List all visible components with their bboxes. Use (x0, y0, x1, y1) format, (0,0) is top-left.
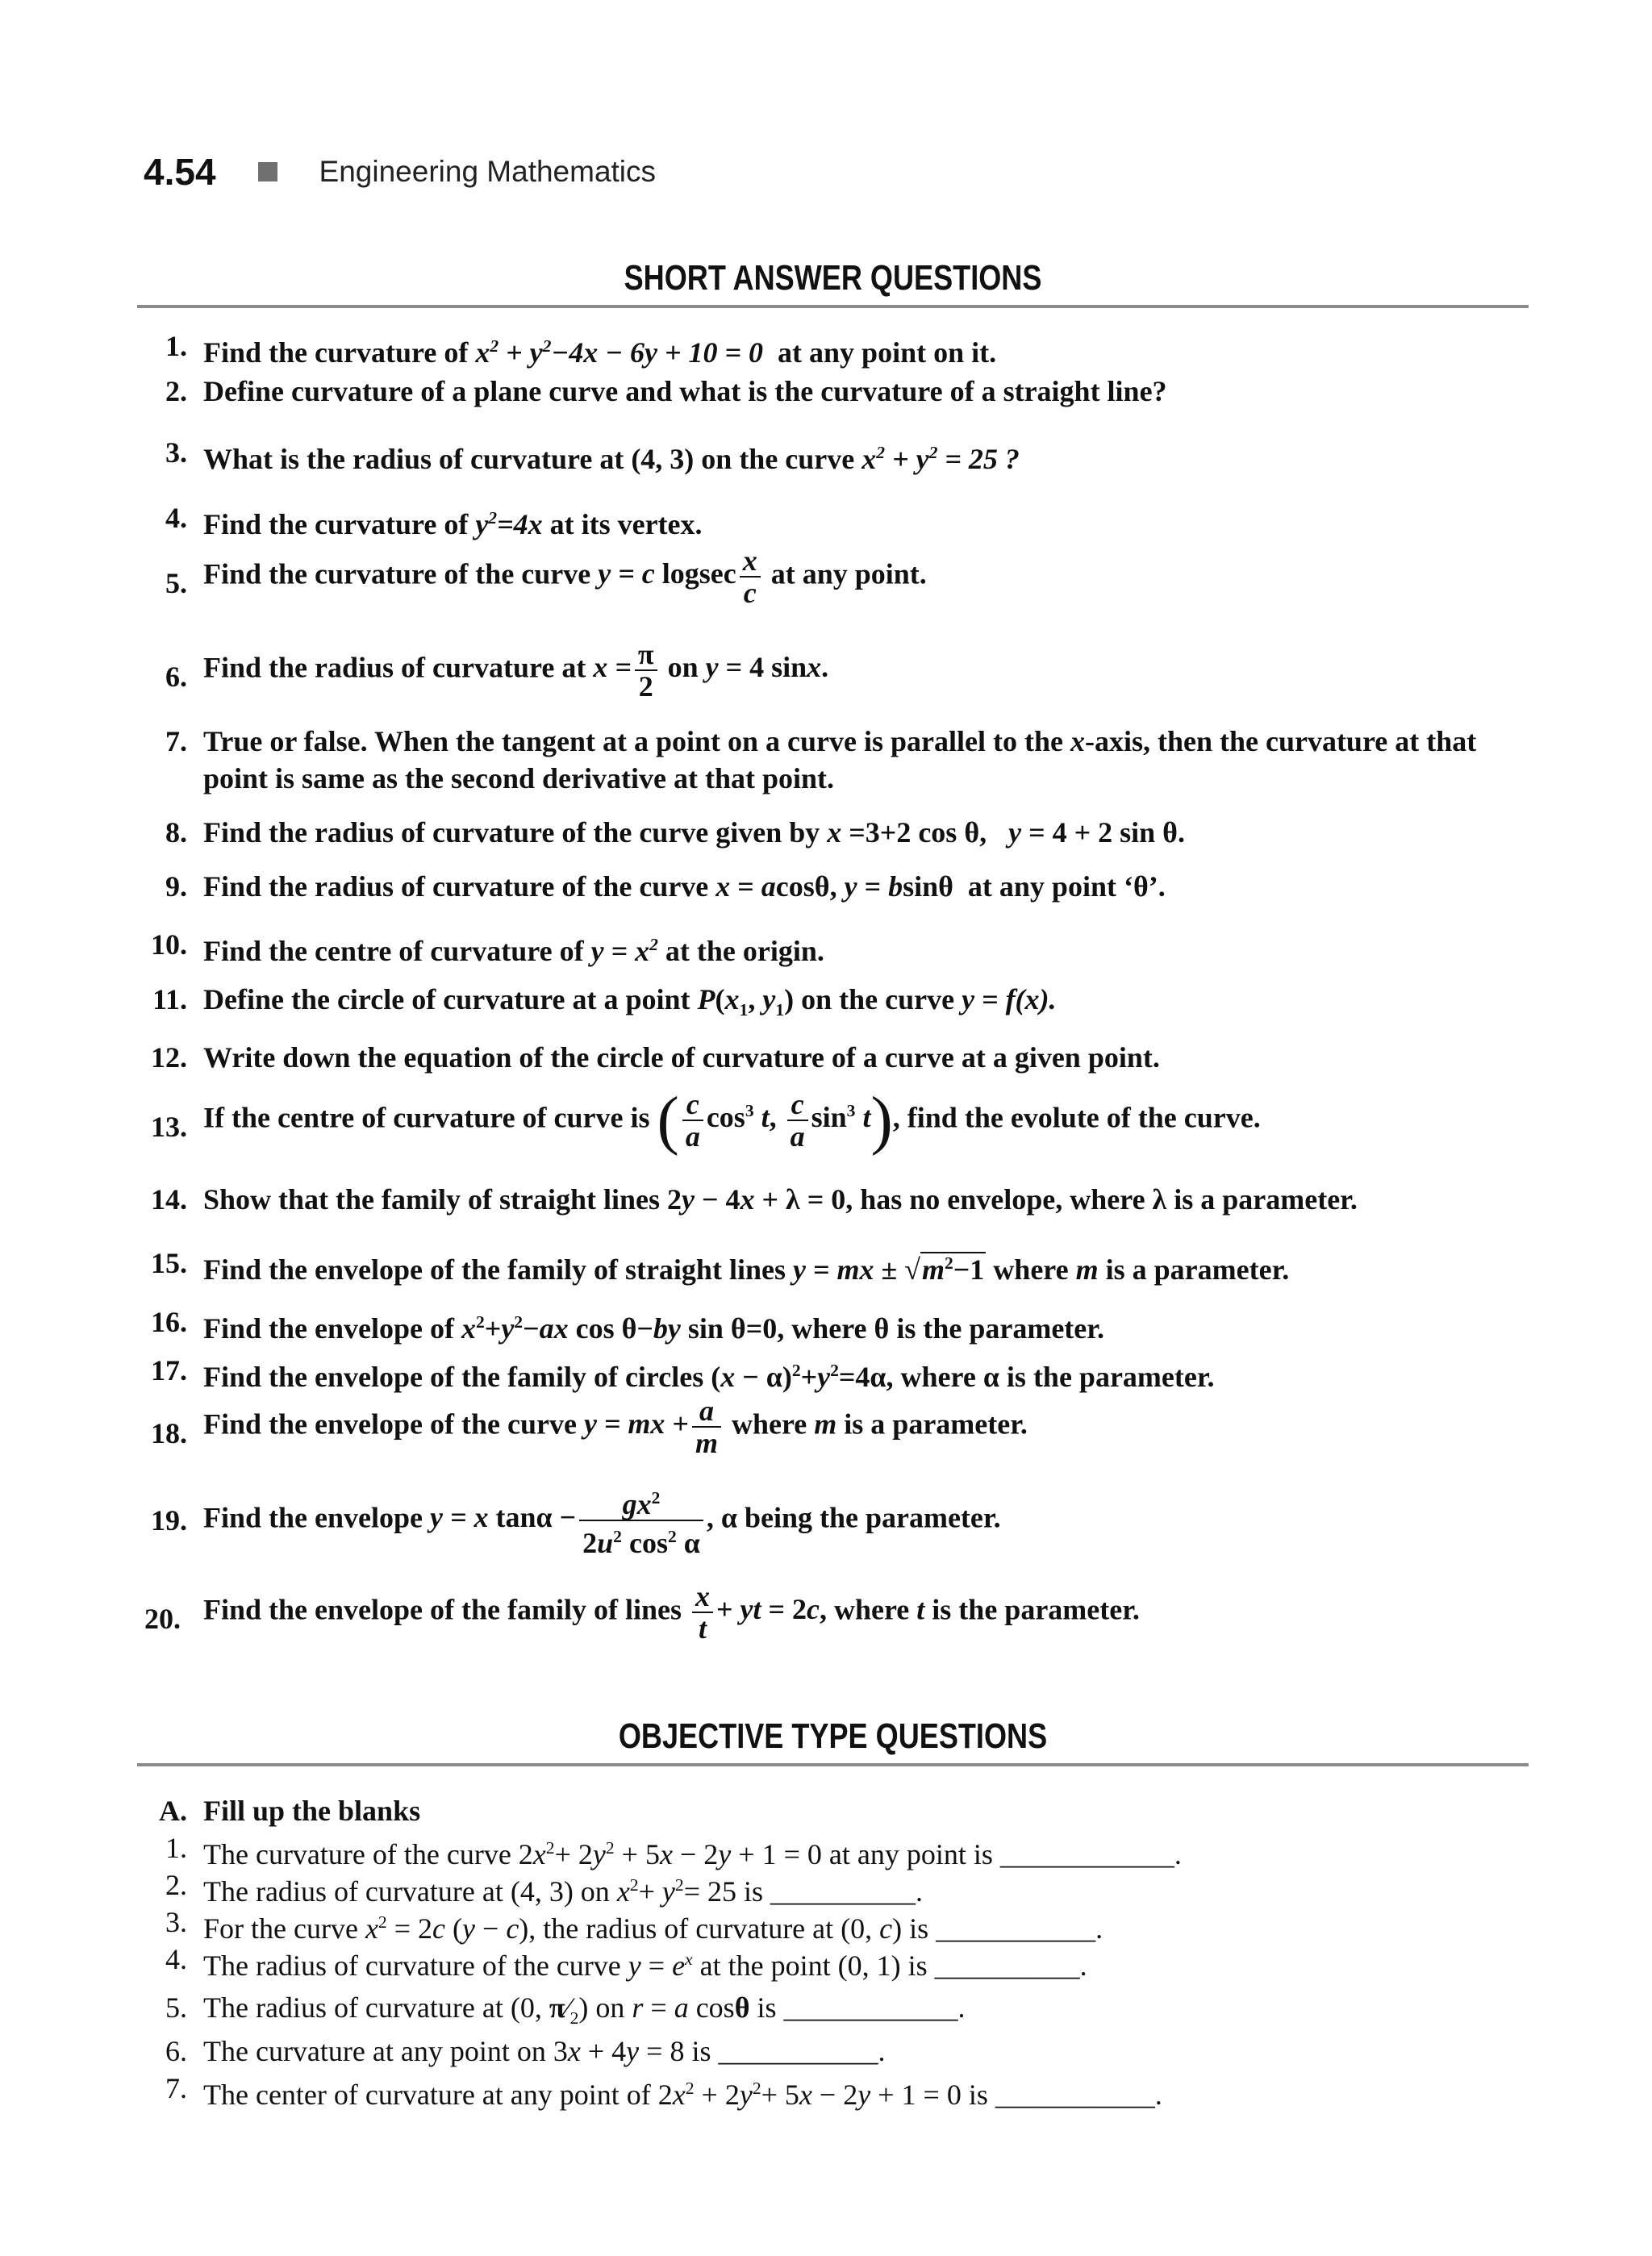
equation: $x^2 + y^2-4x - 6y + 10 = 0$ (475, 336, 764, 369)
equation: $\pi⁄_2$ (549, 1991, 579, 2029)
question-text: at any point on it. (778, 336, 997, 369)
equation: $2x^2+ 2y^2 + 5x - 2y + 1 = 0$ (518, 1838, 822, 1870)
question-number: 18. (151, 1417, 187, 1449)
equation: r = a cosθ (632, 1991, 750, 2024)
question-text: Find the envelope of the curve (203, 1407, 584, 1441)
question-text: , where α is the parameter. (886, 1361, 1215, 1393)
question-number: 4. (165, 502, 187, 534)
section-rule (137, 305, 1529, 308)
question-text: where (993, 1253, 1076, 1286)
page-header (144, 144, 656, 200)
item-number: 1. (165, 1832, 187, 1864)
question-text: at the origin. (665, 935, 824, 967)
question-text: is the parameter. (932, 1593, 1140, 1626)
item-text: at the point (0, 1) is (692, 1950, 935, 1982)
short-question (137, 373, 1541, 410)
question-text: where (731, 1407, 815, 1441)
equation: x = $\frac{\pi}{2}$ on y = 4 sinx. (593, 638, 829, 703)
short-question (137, 1083, 1541, 1157)
item-text: The radius of curvature at (4, 3) on (203, 1875, 617, 1908)
question-text: Find the radius of curvature at (203, 651, 594, 684)
question-text: Find the envelope of the family of circles (203, 1361, 711, 1393)
item-text: The radius of curvature at (0, (203, 1991, 549, 2024)
question-number: 7. (165, 725, 187, 757)
equation: $2x^2 + 2y^2+ 5x - 2y + 1 = 0$ (657, 2079, 962, 2111)
equation: $x^2 = 2c$ (y − c) (365, 1912, 529, 1945)
question-text: , find the evolute of the curve. (892, 1101, 1261, 1134)
short-question (137, 981, 1541, 1028)
question-text: Find the curvature of (203, 508, 476, 540)
item-text: ) on (578, 1991, 632, 2024)
question-text: Find the envelope (203, 1501, 431, 1534)
equation: y = x tanα − $\frac{gx^2}{2u^2 \cos^2 \alpha}$ (430, 1501, 707, 1533)
question-number: 14. (151, 1183, 187, 1216)
question-text: on the curve (801, 983, 962, 1015)
question-text: , where θ is the parameter. (777, 1312, 1104, 1345)
objective-item (137, 2070, 1541, 2113)
item-text: , the radius of curvature at (0, (528, 1912, 880, 1945)
question-number: 8. (165, 816, 187, 849)
question-text: , has no envelope, where λ is a parameter. (845, 1183, 1358, 1216)
short-question (137, 545, 1541, 608)
short-question (137, 868, 1541, 905)
item-number: 5. (165, 1991, 187, 2024)
item-number: 2. (165, 1869, 187, 1901)
item-text: The curvature of the curve (203, 1838, 519, 1870)
equation: x =3+2 cos θ, y = 4 + 2 sin θ. (827, 816, 1185, 849)
short-answer-title: SHORT ANSWER QUESTIONS (624, 258, 1042, 298)
question-number: 9. (165, 870, 187, 903)
objective-title: OBJECTIVE TYPE QUESTIONS (618, 1716, 1048, 1756)
short-question (137, 1245, 1541, 1288)
item-text: The curvature at any point on (203, 2035, 553, 2067)
math-variable: c (879, 1912, 893, 1945)
short-question (137, 499, 1541, 543)
question-number: 2. (165, 375, 187, 407)
short-question (137, 327, 1541, 371)
question-text: Find the envelope of (203, 1312, 461, 1345)
question-text: at any point. (770, 557, 927, 590)
short-question (137, 1352, 1541, 1395)
question-text: Find the centre of curvature of (203, 935, 591, 967)
equation: y = c logsec $\frac{x}{c}$ (598, 557, 763, 590)
question-number: 17. (151, 1354, 187, 1387)
question-number: 5. (165, 567, 187, 599)
answer-blank: ___________. (718, 2035, 886, 2067)
question-text: at any point ‘θ’. (967, 870, 1166, 903)
question-text: is a parameter. (1105, 1253, 1290, 1286)
item-text: For the curve (203, 1912, 365, 1945)
question-text: -axis, then the curvature at that point is same as the second derivative at that point. (203, 725, 1477, 794)
question-number: 11. (152, 983, 187, 1015)
equation: 2y − 4x + λ = 0 (667, 1183, 846, 1216)
math-variable: x (1070, 725, 1085, 757)
question-text: Find the radius of curvature of the curve given by (203, 816, 828, 849)
answer-blank: ___________. (936, 1912, 1103, 1945)
math-variable: m (814, 1407, 837, 1441)
question-text: is a parameter. (844, 1407, 1028, 1441)
equation: $x^2+ y^2= 25$ (616, 1875, 736, 1908)
item-text: is (736, 1875, 771, 1908)
question-number: 19. (151, 1504, 187, 1537)
math-variable: t (916, 1593, 925, 1626)
question-text: at its vertex. (549, 508, 703, 540)
question-number: 6. (165, 661, 187, 693)
answer-blank: __________. (934, 1950, 1087, 1982)
subsection-title: Fill up the blanks (203, 1795, 421, 1827)
short-question (137, 434, 1541, 477)
item-number: 4. (165, 1943, 187, 1975)
equation: 3x + 4y = 8 (553, 2035, 685, 2067)
question-text: Find the envelope of the family of lines (203, 1593, 689, 1626)
short-question (137, 1395, 1541, 1458)
equation: $\frac{x}{t}$ + yt = 2c (689, 1593, 820, 1625)
item-text: is (684, 2035, 719, 2067)
question-text: , where (819, 1593, 917, 1626)
objective-item (137, 1989, 1541, 2037)
page-number: 4.54 (144, 151, 216, 193)
question-number: 10. (151, 928, 187, 961)
question-number: 15. (151, 1247, 187, 1279)
subsection-heading (137, 1792, 1541, 1829)
question-text: Find the envelope of the family of straight lines (203, 1253, 793, 1286)
question-text: Show that the family of straight lines (203, 1183, 667, 1216)
short-question (137, 1303, 1541, 1347)
short-question (137, 1581, 1541, 1644)
question-number: 20. (144, 1603, 181, 1635)
item-number: 7. (165, 2072, 187, 2104)
equation: $P(x_1$, $y_1$) (697, 983, 795, 1020)
equation: ( $\frac{c}{a}$ $\cos^3 t$, $\frac{c}{a}$ $\sin^3 t$) (657, 1083, 893, 1157)
equation: $x^2+y^2-ax$ cos θ−by sin θ=0 (461, 1312, 778, 1345)
equation: $x^2 + y^2 = 25$ ? (861, 443, 1020, 475)
equation: $y^2=4x$ (475, 508, 543, 540)
header-square-icon (258, 162, 277, 181)
question-number: 1. (165, 330, 187, 362)
short-question (137, 926, 1541, 970)
objective-item (137, 1941, 1541, 1984)
short-question (137, 1039, 1541, 1076)
question-number: 13. (151, 1111, 187, 1143)
question-text: True or false. When the tangent at a point on a curve is parallel to the (203, 725, 1070, 757)
section-rule (137, 1763, 1529, 1766)
equation: $y = e^x$ (628, 1950, 693, 1982)
equation: x = acosθ, y = bsinθ (715, 870, 953, 903)
question-text: Find the radius of curvature of the curve (203, 870, 716, 903)
question-text: What is the radius of curvature at (4, 3) on the curve (203, 443, 862, 475)
objective-item (137, 2033, 1541, 2070)
short-question (137, 639, 1541, 702)
question-text: If the centre of curvature of curve is (203, 1101, 657, 1134)
question-text: Write down the equation of the circle of curvature of a curve at a given point. (203, 1041, 1160, 1074)
subsection-letter: A. (159, 1795, 187, 1827)
item-number: 3. (165, 1906, 187, 1938)
item-text: The radius of curvature of the curve (203, 1950, 628, 1982)
equation: y = mx + $\frac{a}{m}$ (584, 1407, 724, 1440)
item-text: at any point is (821, 1838, 1000, 1870)
book-title: Engineering Mathematics (319, 155, 657, 188)
item-text: ) is (892, 1912, 937, 1945)
equation: $y = x^2$ (590, 935, 658, 967)
item-text: is (749, 1991, 784, 2024)
answer-blank: ___________. (995, 2079, 1162, 2111)
answer-blank: ____________. (999, 1838, 1182, 1870)
equation: y = mx ± $√m^2-1$ (792, 1253, 985, 1286)
short-question (137, 723, 1541, 797)
item-number: 6. (165, 2035, 187, 2067)
short-question (137, 1482, 1541, 1558)
question-text: Define the circle of curvature at a point (203, 983, 698, 1015)
question-text: Find the curvature of the curve (203, 557, 599, 590)
short-question (137, 1181, 1541, 1218)
question-text: Define curvature of a plane curve and what is the curvature of a straight line? (203, 375, 1167, 407)
item-text: The center of curvature at any point of (203, 2079, 658, 2111)
question-number: 12. (151, 1041, 187, 1074)
question-text: Find the curvature of (203, 336, 476, 369)
math-variable: m (1075, 1253, 1099, 1286)
equation: y = f(x). (962, 983, 1057, 1015)
question-number: 16. (151, 1306, 187, 1338)
short-question (137, 814, 1541, 851)
question-text: , α being the parameter. (706, 1501, 1001, 1534)
item-text: is (961, 2079, 995, 2111)
answer-blank: ____________. (783, 1991, 966, 2024)
answer-blank: __________. (770, 1875, 924, 1908)
question-number: 3. (165, 436, 187, 469)
equation: $(x - \alpha)^2+y^2=4\alpha$ (711, 1361, 886, 1393)
